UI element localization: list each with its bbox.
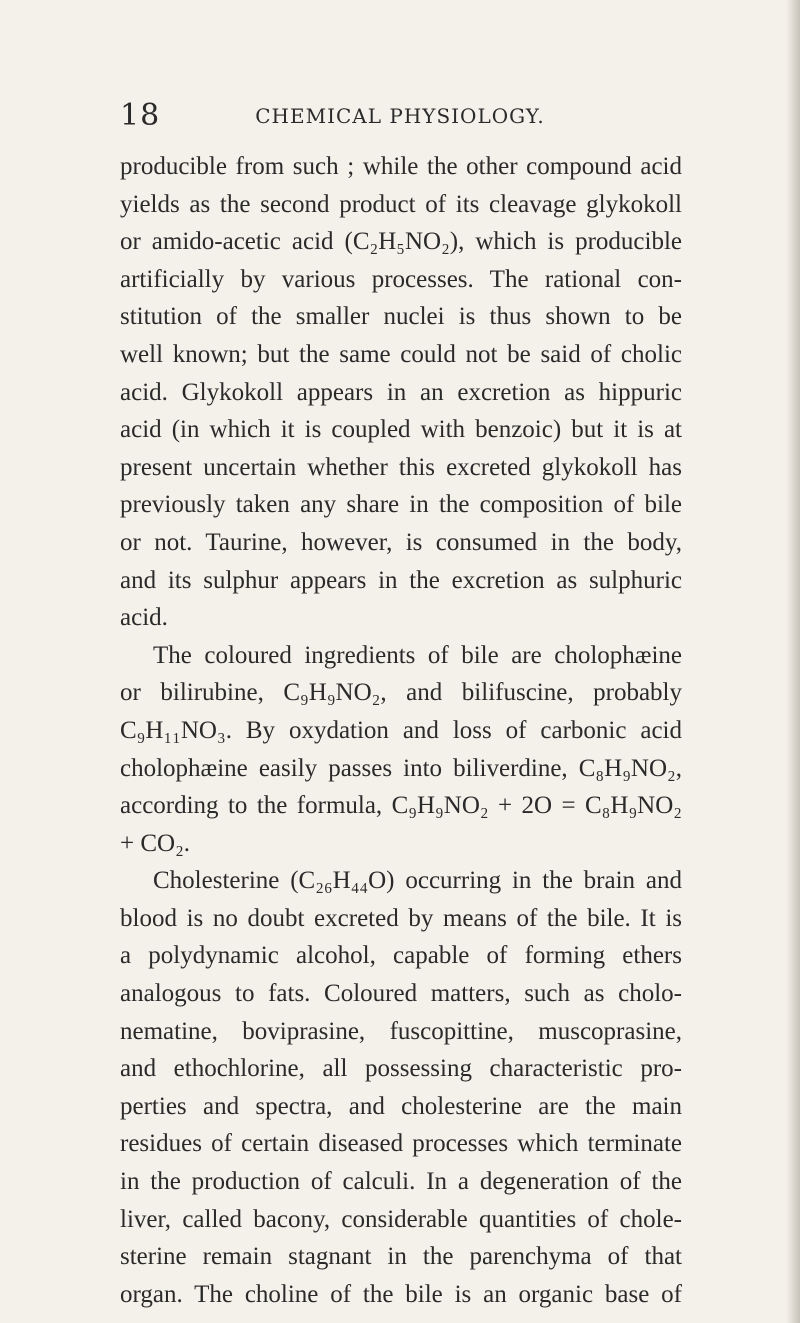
- text-line: organ. The choline of the bile is an organic base of: [120, 1280, 682, 1308]
- text-line: yields as the second product of its cleavage glykokoll: [120, 190, 682, 218]
- text-line: acid.: [120, 604, 168, 632]
- text-line: blood is no doubt excreted by means of the bile. It is: [120, 904, 682, 932]
- text-line: sterine remain stagnant in the parenchyma of that: [120, 1243, 682, 1271]
- running-head: CHEMICAL PHYSIOLOGY.: [255, 104, 545, 128]
- text-line: nematine, boviprasine, fuscopittine, muscoprasine,: [120, 1017, 682, 1045]
- page-edge-shadow: [786, 0, 800, 1323]
- text-line: and ethochlorine, all possessing characteristic pro-: [120, 1055, 682, 1083]
- text-line: C₉H₁₁NO₃. By oxydation and loss of carbonic acid: [120, 716, 682, 744]
- text-line: or bilirubine, C₉H₉NO₂, and bilifuscine, probably: [120, 679, 682, 707]
- text-line: cholophæine easily passes into biliverdine, C₈H₉NO₂,: [120, 754, 682, 782]
- text-line: producible from such ; while the other compound acid: [120, 153, 682, 180]
- page-header: [120, 96, 680, 136]
- page-number: 18: [120, 98, 161, 133]
- text-line: perties and spectra, and cholesterine are the main: [120, 1092, 682, 1120]
- text-line: present uncertain whether this excreted glykokoll has: [120, 453, 682, 481]
- text-line: acid (in which it is coupled with benzoic) but it is at: [120, 416, 682, 444]
- text-line: + CO₂.: [120, 829, 191, 857]
- text-line: or amido-acetic acid (C₂H₅NO₂), which is producible: [120, 228, 682, 256]
- text-line: a polydynamic alcohol, capable of forming ethers: [120, 942, 682, 970]
- text-line: acid. Glykokoll appears in an excretion as hippuric: [120, 378, 682, 406]
- text-line: previously taken any share in the composition of bile: [120, 491, 682, 519]
- text-line: liver, called bacony, considerable quantities of chole-: [120, 1205, 682, 1233]
- text-line: artificially by various processes. The rational con-: [120, 265, 682, 293]
- text-line: in the production of calculi. In a degeneration of the: [120, 1168, 682, 1196]
- text-line: well known; but the same could not be said of cholic: [120, 340, 682, 368]
- text-line: analogous to fats. Coloured matters, such as cholo-: [120, 980, 682, 1008]
- text-line: Cholesterine (C₂₆H₄₄O) occurring in the brain and: [153, 867, 682, 895]
- body-text: [120, 148, 682, 1313]
- text-line: The coloured ingredients of bile are cholophæine: [153, 641, 682, 669]
- text-line: stitution of the smaller nuclei is thus shown to be: [120, 303, 682, 331]
- text-line: and its sulphur appears in the excretion as sulphuric: [120, 566, 682, 594]
- text-line: or not. Taurine, however, is consumed in the body,: [120, 528, 682, 556]
- text-line: according to the formula, C₉H₉NO₂ + 2O = C₈H₉NO₂: [120, 792, 682, 820]
- text-line: residues of certain diseased processes which terminate: [120, 1130, 682, 1158]
